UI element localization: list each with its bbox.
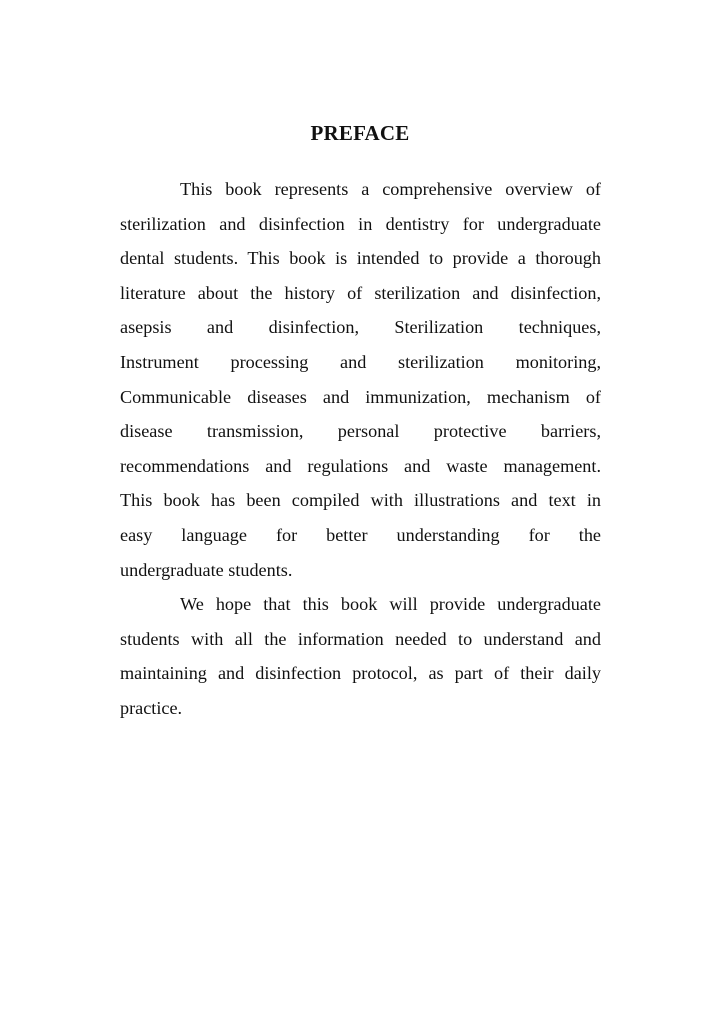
text-line: asepsis and disinfection, Sterilization techniques, (120, 317, 601, 338)
text-line: This book has been compiled with illustrations and text in (120, 490, 601, 511)
text-line: maintaining and disinfection protocol, as part of their daily (120, 663, 601, 684)
text-line: This book represents a comprehensive overview of (180, 179, 601, 199)
text-line: easy language for better understanding for the (120, 524, 601, 545)
text-line: sterilization and disinfection in dentistry for undergraduate (120, 213, 601, 234)
text-line: Communicable diseases and immunization, mechanism of (120, 386, 601, 407)
page-title: PREFACE (310, 121, 410, 145)
text-line: literature about the history of sterilization and disinfection, (120, 282, 601, 303)
text-line: students with all the information needed to understand and (120, 628, 601, 649)
paragraph-2 (120, 587, 601, 725)
paragraph-1 (120, 172, 601, 587)
text-line: dental students. This book is intended to provide a thorough (120, 248, 601, 269)
text-line: We hope that this book will provide undergraduate (180, 594, 601, 615)
text-line: Instrument processing and sterilization monitoring, (120, 351, 601, 372)
text-line: disease transmission, personal protective barriers, (120, 421, 601, 442)
text-line: practice. (120, 697, 183, 718)
text-line: undergraduate students. (120, 559, 293, 580)
preface-body (120, 172, 601, 726)
text-line: recommendations and regulations and waste management. (120, 455, 601, 476)
